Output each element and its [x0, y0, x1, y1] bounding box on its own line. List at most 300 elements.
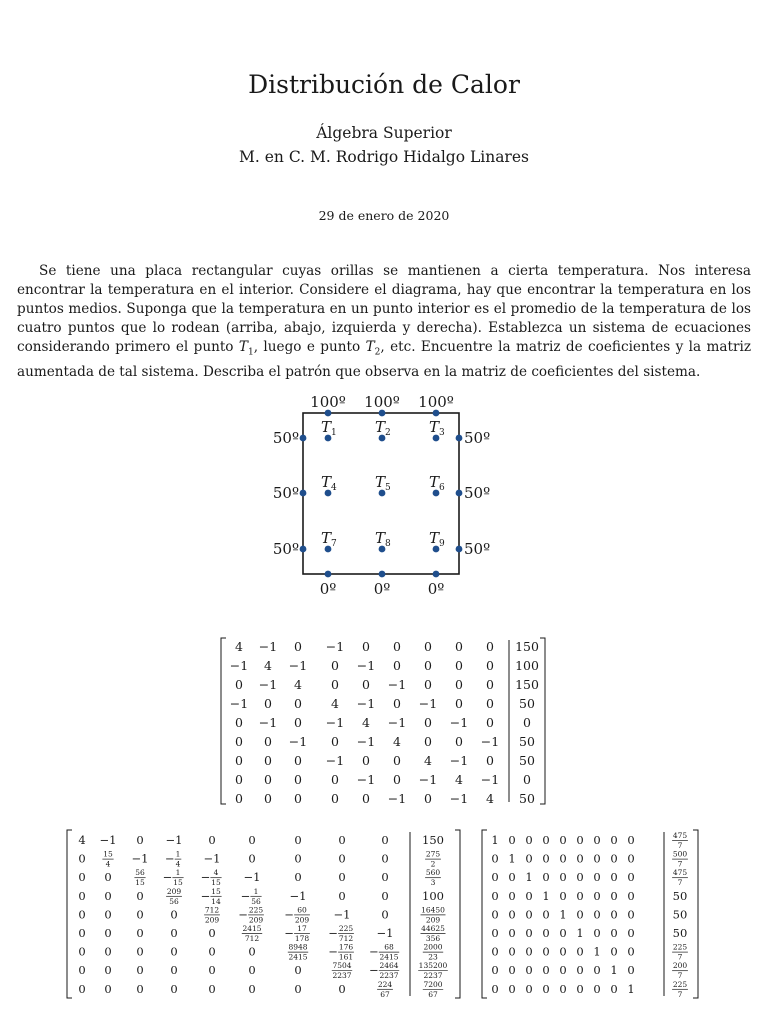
fraction-numerator: 1	[175, 849, 181, 859]
matrix-entry: 0	[525, 981, 533, 996]
matrix-entry: 0	[264, 791, 272, 806]
matrix-entry: 0	[331, 677, 339, 692]
matrix-entry: 0	[338, 870, 346, 885]
matrix-entry: 0	[491, 851, 499, 866]
point-subscript: 7	[331, 539, 337, 549]
point-var: T	[321, 473, 332, 491]
matrix-entry: 50	[519, 734, 535, 749]
fraction-denominator: 2415	[288, 952, 308, 962]
matrix-entry: 0	[627, 907, 635, 922]
matrix-entry: 0	[78, 981, 86, 996]
matrix-entry: 1	[542, 888, 550, 903]
matrix-entry: 0	[294, 833, 302, 847]
matrix-entry-sign: −	[368, 944, 379, 959]
interior-point-label	[321, 529, 337, 549]
matrix-entry: 0	[491, 926, 499, 940]
matrix-entry: 0	[264, 753, 272, 768]
matrix-entry: 0	[576, 870, 584, 885]
boundary-dot-bottom	[433, 571, 440, 578]
right-temp-label: 50º	[464, 540, 491, 558]
matrix-entry: 0	[104, 981, 112, 996]
matrix-entry: 0	[235, 791, 243, 806]
fraction-denominator: 4	[175, 859, 181, 869]
matrix-entry: 0	[104, 907, 112, 922]
fraction-denominator: 178	[294, 934, 310, 943]
matrix-entry-sign: −	[328, 926, 338, 940]
matrix-entry: 0	[576, 963, 584, 978]
matrix-entry: 0	[78, 851, 86, 866]
course-name: Álgebra Superior	[316, 124, 452, 142]
point-t1-var: T	[238, 339, 248, 355]
matrix-entry: 50	[519, 753, 535, 768]
left-bracket	[482, 830, 487, 998]
fraction-denominator: 15	[135, 878, 145, 888]
right-bracket	[455, 830, 460, 998]
interior-point-label	[375, 418, 391, 438]
matrix-entry: 50	[672, 926, 688, 940]
fraction-denominator: 209	[425, 915, 441, 925]
matrix-entry: 0	[542, 944, 550, 959]
point-subscript: 6	[439, 483, 445, 493]
fraction-denominator: 2	[430, 859, 436, 869]
matrix-entry: 0	[235, 734, 243, 749]
matrix-entry: 0	[525, 907, 533, 922]
matrix-entry: 0	[294, 870, 302, 885]
point-subscript: 3	[439, 428, 445, 438]
fraction-numerator: 225	[248, 905, 264, 915]
matrix-entry: 0	[235, 753, 243, 768]
point-subscript: 1	[331, 428, 337, 438]
interior-point-label	[375, 529, 391, 549]
fraction-denominator: 209	[204, 915, 220, 925]
matrix-entry: −1	[418, 772, 438, 787]
matrix-entry: 4	[78, 833, 86, 847]
right-bracket	[540, 638, 545, 804]
matrix-entry: 50	[672, 888, 688, 903]
matrix-entry: 0	[424, 791, 432, 806]
matrix-entry: 1	[576, 926, 584, 940]
matrix-entry: −1	[229, 658, 249, 673]
matrix-entry: 0	[542, 851, 550, 866]
fraction-numerator: 56	[135, 868, 145, 878]
matrix-entry: −1	[356, 658, 376, 673]
fraction-numerator: 68	[384, 942, 394, 952]
matrix-entry: 0	[508, 888, 516, 903]
point-t2-var: T	[365, 339, 375, 355]
matrix-entry: −1	[203, 851, 221, 866]
fraction-denominator: 712	[338, 934, 354, 943]
point-subscript: 4	[331, 483, 337, 493]
matrix-entry: 0	[248, 963, 256, 978]
matrix-entry: 0	[455, 696, 463, 711]
fraction-numerator: 15	[211, 886, 221, 896]
matrix-entry: 0	[593, 888, 601, 903]
matrix-entry: −1	[480, 734, 500, 749]
matrix-entry: 0	[362, 639, 370, 654]
matrix-entry: 0	[627, 926, 635, 940]
matrix-entry: 0	[294, 981, 302, 996]
fraction-denominator: 56	[251, 896, 261, 906]
matrix-entry: 0	[627, 888, 635, 903]
top-temp-label: 100º	[364, 393, 400, 411]
fraction-denominator: 356	[425, 934, 441, 943]
fraction-numerator: 560	[425, 868, 441, 878]
matrix-entry: 0	[610, 907, 618, 922]
matrix-entry: 0	[525, 963, 533, 978]
point-subscript: 5	[385, 483, 391, 493]
matrix-entry: 4	[331, 696, 339, 711]
matrix-entry: 0	[381, 833, 389, 847]
matrix-entry: −1	[165, 833, 183, 847]
boundary-dot-bottom	[325, 571, 332, 578]
matrix-entry: 0	[559, 851, 567, 866]
matrix-entry: 0	[294, 639, 302, 654]
fraction-numerator: 60	[297, 905, 307, 915]
fraction-numerator: 712	[204, 905, 220, 915]
point-var: T	[375, 529, 386, 547]
interior-point-label	[429, 529, 445, 549]
matrix-entry: 4	[362, 715, 370, 730]
matrix-entry: −1	[387, 677, 407, 692]
matrix-entry: 0	[104, 963, 112, 978]
matrix-entry: 50	[672, 907, 688, 922]
fraction-numerator: 16450	[421, 905, 445, 915]
matrix-entry: 50	[519, 696, 535, 711]
matrix-entry: 0	[610, 833, 618, 847]
matrix-entry: 0	[593, 870, 601, 885]
matrix-entry: 0	[294, 753, 302, 768]
matrix-entry: 0	[331, 791, 339, 806]
matrix-entry: 4	[393, 734, 401, 749]
fraction-numerator: 176	[338, 942, 354, 952]
matrix-entry: 0	[264, 772, 272, 787]
matrix-entry: 0	[248, 944, 256, 959]
matrix-entry-sign: −	[162, 870, 173, 885]
matrix-entry: 0	[576, 833, 584, 847]
matrix-entry: 0	[331, 734, 339, 749]
point-var: T	[375, 418, 386, 436]
matrix-entry: −1	[356, 734, 376, 749]
matrix-entry: −1	[418, 696, 438, 711]
right-bracket	[693, 830, 698, 998]
matrix-entry: −1	[243, 870, 261, 885]
boundary-dot-right	[456, 546, 463, 553]
matrix-entry: 0	[576, 907, 584, 922]
matrix-entry: 0	[136, 907, 144, 922]
point-var: T	[375, 473, 386, 491]
matrix-entry-sign: −	[200, 888, 211, 903]
matrix-entry: 0	[542, 833, 550, 847]
fraction-denominator: 7	[677, 989, 683, 999]
point-t2-sub: 2	[374, 347, 381, 358]
matrix-entry: −1	[356, 772, 376, 787]
matrix-entry: 0	[424, 677, 432, 692]
matrix-entry: 0	[525, 833, 533, 847]
matrix-entry: 1	[491, 833, 499, 847]
statement-text-3: , etc. Encuentre la matriz de coeficientes y la matriz aumentada de tal sistema. Describa el patrón que observa en la matriz de coeficientes del sistema.	[17, 339, 751, 380]
matrix-entry: −1	[387, 791, 407, 806]
fraction-denominator: 2237	[379, 971, 399, 981]
fraction-numerator: 2464	[379, 961, 399, 971]
fraction-numerator: 475	[672, 831, 688, 840]
fraction-denominator: 2237	[423, 971, 443, 981]
interior-point-label	[375, 473, 391, 493]
matrix-entry: −1	[131, 851, 149, 866]
matrix-entry: 0	[627, 944, 635, 959]
fraction-numerator: 209	[166, 886, 182, 896]
matrix-entry: −1	[449, 791, 469, 806]
matrix-entry: 0	[208, 963, 216, 978]
matrix-entry: −1	[258, 639, 278, 654]
matrix-entry: 0	[294, 772, 302, 787]
matrix-entry-sign: −	[284, 926, 294, 940]
matrix-entry: 0	[248, 833, 256, 847]
matrix-entry: 0	[78, 888, 86, 903]
matrix-entry: 0	[593, 851, 601, 866]
matrix-entry: 0	[486, 753, 494, 768]
fraction-numerator: 1	[175, 868, 181, 878]
matrix-entry: 0	[393, 772, 401, 787]
matrix-entry: 0	[593, 833, 601, 847]
matrix-entry: 0	[208, 926, 216, 940]
boundary-dot-bottom	[379, 571, 386, 578]
fraction-denominator: 2237	[332, 971, 352, 981]
bottom-temp-label: 0º	[427, 580, 445, 598]
matrix-entry: −1	[325, 639, 345, 654]
bottom-temp-label: 0º	[373, 580, 391, 598]
fraction-denominator: 161	[338, 952, 354, 962]
matrix-entry: 0	[559, 963, 567, 978]
matrix-entry: 1	[610, 963, 618, 978]
matrix-entry: 0	[610, 888, 618, 903]
matrix-entry: 0	[381, 888, 389, 903]
interior-point-label	[321, 473, 337, 493]
matrix-entry: 0	[610, 926, 618, 940]
matrix-entry: 0	[508, 907, 516, 922]
matrix-entry: 0	[523, 715, 531, 730]
matrix-entry: 0	[393, 639, 401, 654]
fraction-numerator: 225	[672, 979, 688, 989]
matrix-entry-sign: −	[284, 907, 294, 922]
fraction-denominator: 209	[294, 915, 310, 925]
matrix-entry: 0	[104, 944, 112, 959]
matrix-entry: 0	[381, 851, 389, 866]
matrix-entry: 0	[294, 715, 302, 730]
matrix-entry: 0	[338, 888, 346, 903]
matrix-entry: 0	[208, 833, 216, 847]
matrix-entry: 0	[294, 696, 302, 711]
matrix-entry: 0	[331, 772, 339, 787]
matrix-entry: 4	[424, 753, 432, 768]
matrix-entry: 0	[486, 715, 494, 730]
matrix-entry: 0	[627, 870, 635, 885]
matrix-entry: 0	[136, 981, 144, 996]
matrix-entry: 1	[627, 981, 635, 996]
matrix-entry: −1	[449, 715, 469, 730]
matrix-entry: −1	[356, 696, 376, 711]
matrix-entry: 0	[525, 926, 533, 940]
fraction-denominator: 67	[380, 989, 390, 999]
matrix-entry: 100	[515, 658, 539, 673]
matrix-entry: 0	[170, 926, 178, 940]
matrix-entry: 0	[393, 658, 401, 673]
point-var: T	[429, 529, 440, 547]
matrix-entry: 0	[235, 677, 243, 692]
document-title: Distribución de Calor	[248, 70, 520, 99]
matrix-entry: 0	[508, 981, 516, 996]
matrix-entry: 0	[559, 926, 567, 940]
matrix-entry: 0	[576, 981, 584, 996]
matrix-entry: 0	[264, 734, 272, 749]
matrix-entry: 1	[508, 851, 516, 866]
matrix-entry-sign: −	[368, 963, 379, 978]
matrix-entry: 0	[362, 677, 370, 692]
boundary-dot-left	[300, 546, 307, 553]
matrix-entry: 0	[491, 907, 499, 922]
matrix-entry: 50	[519, 791, 535, 806]
point-subscript: 2	[385, 428, 391, 438]
fraction-numerator: 2000	[423, 942, 443, 952]
matrix-entry: 0	[424, 639, 432, 654]
matrix-entry: 0	[264, 696, 272, 711]
matrix-entry: 4	[235, 639, 243, 654]
matrix-entry: 0	[235, 772, 243, 787]
matrix-entry: 0	[559, 833, 567, 847]
matrix-entry: 0	[525, 944, 533, 959]
matrix-entry: 0	[170, 907, 178, 922]
fraction-denominator: 56	[169, 896, 179, 906]
fraction-denominator: 209	[248, 915, 264, 925]
fraction-numerator: 225	[338, 924, 354, 933]
matrix-entry: 0	[104, 888, 112, 903]
reduced-matrix	[470, 824, 768, 1004]
point-subscript: 8	[385, 539, 391, 549]
matrix-entry: 0	[486, 677, 494, 692]
matrix-entry: 0	[491, 870, 499, 885]
matrix-entry: 0	[491, 888, 499, 903]
fraction-numerator: 4	[213, 868, 219, 878]
matrix-entry: −1	[258, 715, 278, 730]
fraction-numerator: 224	[377, 979, 393, 989]
matrix-entry: 0	[542, 981, 550, 996]
matrix-entry: 0	[78, 907, 86, 922]
matrix-entry: 0	[136, 888, 144, 903]
matrix-entry: −1	[449, 753, 469, 768]
matrix-entry: 0	[508, 926, 516, 940]
matrix-entry: 0	[136, 926, 144, 940]
matrix-entry: 4	[455, 772, 463, 787]
interior-point-label	[321, 418, 337, 438]
interior-point-label	[429, 473, 445, 493]
matrix-entry: 4	[264, 658, 272, 673]
matrix-entry: 0	[424, 715, 432, 730]
fraction-numerator: 275	[425, 849, 441, 859]
matrix-entry: 4	[486, 791, 494, 806]
heat-plate-diagram	[0, 385, 768, 605]
matrix-entry: 1	[559, 907, 567, 922]
matrix-entry-sign: −	[240, 888, 251, 903]
matrix-entry: 150	[515, 677, 539, 692]
fraction-denominator: 14	[211, 896, 221, 906]
matrix-entry: 0	[362, 753, 370, 768]
matrix-entry: 0	[338, 833, 346, 847]
matrix-entry: 0	[136, 833, 144, 847]
fraction-denominator: 7	[677, 971, 683, 981]
matrix-entry: 0	[331, 658, 339, 673]
matrix-entry: 0	[525, 888, 533, 903]
point-var: T	[429, 418, 440, 436]
fraction-denominator: 3	[430, 878, 436, 888]
matrix-entry: 0	[486, 658, 494, 673]
matrix-entry: −1	[288, 734, 308, 749]
fraction-denominator: 15	[173, 878, 183, 888]
left-temp-label: 50º	[272, 429, 299, 447]
matrix-entry: 4	[294, 677, 302, 692]
fraction-numerator: 44625	[421, 924, 445, 933]
matrix-entry: 0	[381, 907, 389, 922]
matrix-entry: 0	[208, 981, 216, 996]
problem-statement	[17, 262, 751, 382]
document-date: 29 de enero de 2020	[318, 208, 450, 223]
matrix-entry: 0	[424, 658, 432, 673]
matrix-entry: 0	[576, 888, 584, 903]
fraction-numerator: 135200	[418, 961, 448, 971]
matrix-entry: 0	[559, 888, 567, 903]
right-temp-label: 50º	[464, 484, 491, 502]
matrix-entry: −1	[258, 677, 278, 692]
matrix-entry: 0	[508, 963, 516, 978]
matrix-entry: 0	[235, 715, 243, 730]
left-bracket	[221, 638, 226, 804]
fraction-denominator: 7	[677, 859, 683, 869]
matrix-entry: 0	[559, 870, 567, 885]
matrix-entry: −1	[229, 696, 249, 711]
bottom-temp-label: 0º	[319, 580, 337, 598]
matrix-entry-sign: −	[238, 907, 248, 922]
matrix-entry: 0	[208, 944, 216, 959]
matrix-entry: 0	[104, 870, 112, 885]
matrix-entry: 0	[455, 734, 463, 749]
matrix-entry: 0	[593, 907, 601, 922]
matrix-entry: 0	[362, 791, 370, 806]
matrix-entry: 0	[248, 981, 256, 996]
fraction-numerator: 7504	[332, 961, 352, 971]
matrix-entry: 0	[104, 926, 112, 940]
right-temp-label: 50º	[464, 429, 491, 447]
point-var: T	[321, 418, 332, 436]
matrix-entry: 0	[136, 944, 144, 959]
matrix-entry: 0	[542, 963, 550, 978]
matrix-entry: −1	[387, 715, 407, 730]
matrix-entry: −1	[289, 888, 307, 903]
fraction-numerator: 2415	[242, 924, 262, 933]
point-var: T	[429, 473, 440, 491]
matrix-entry: −1	[325, 715, 345, 730]
matrix-entry: 1	[593, 944, 601, 959]
fraction-denominator: 4	[105, 859, 111, 869]
matrix-entry: 0	[508, 944, 516, 959]
matrix-entry: 0	[576, 851, 584, 866]
point-var: T	[321, 529, 332, 547]
author-name: M. en C. M. Rodrigo Hidalgo Linares	[239, 148, 529, 166]
fraction-numerator: 7200	[423, 979, 443, 989]
matrix-entry: 0	[525, 851, 533, 866]
matrix-entry: 0	[610, 870, 618, 885]
matrix-entry: 0	[78, 963, 86, 978]
matrix-entry: 0	[393, 753, 401, 768]
fraction-denominator: 7	[677, 841, 683, 850]
matrix-entry: 0	[294, 791, 302, 806]
